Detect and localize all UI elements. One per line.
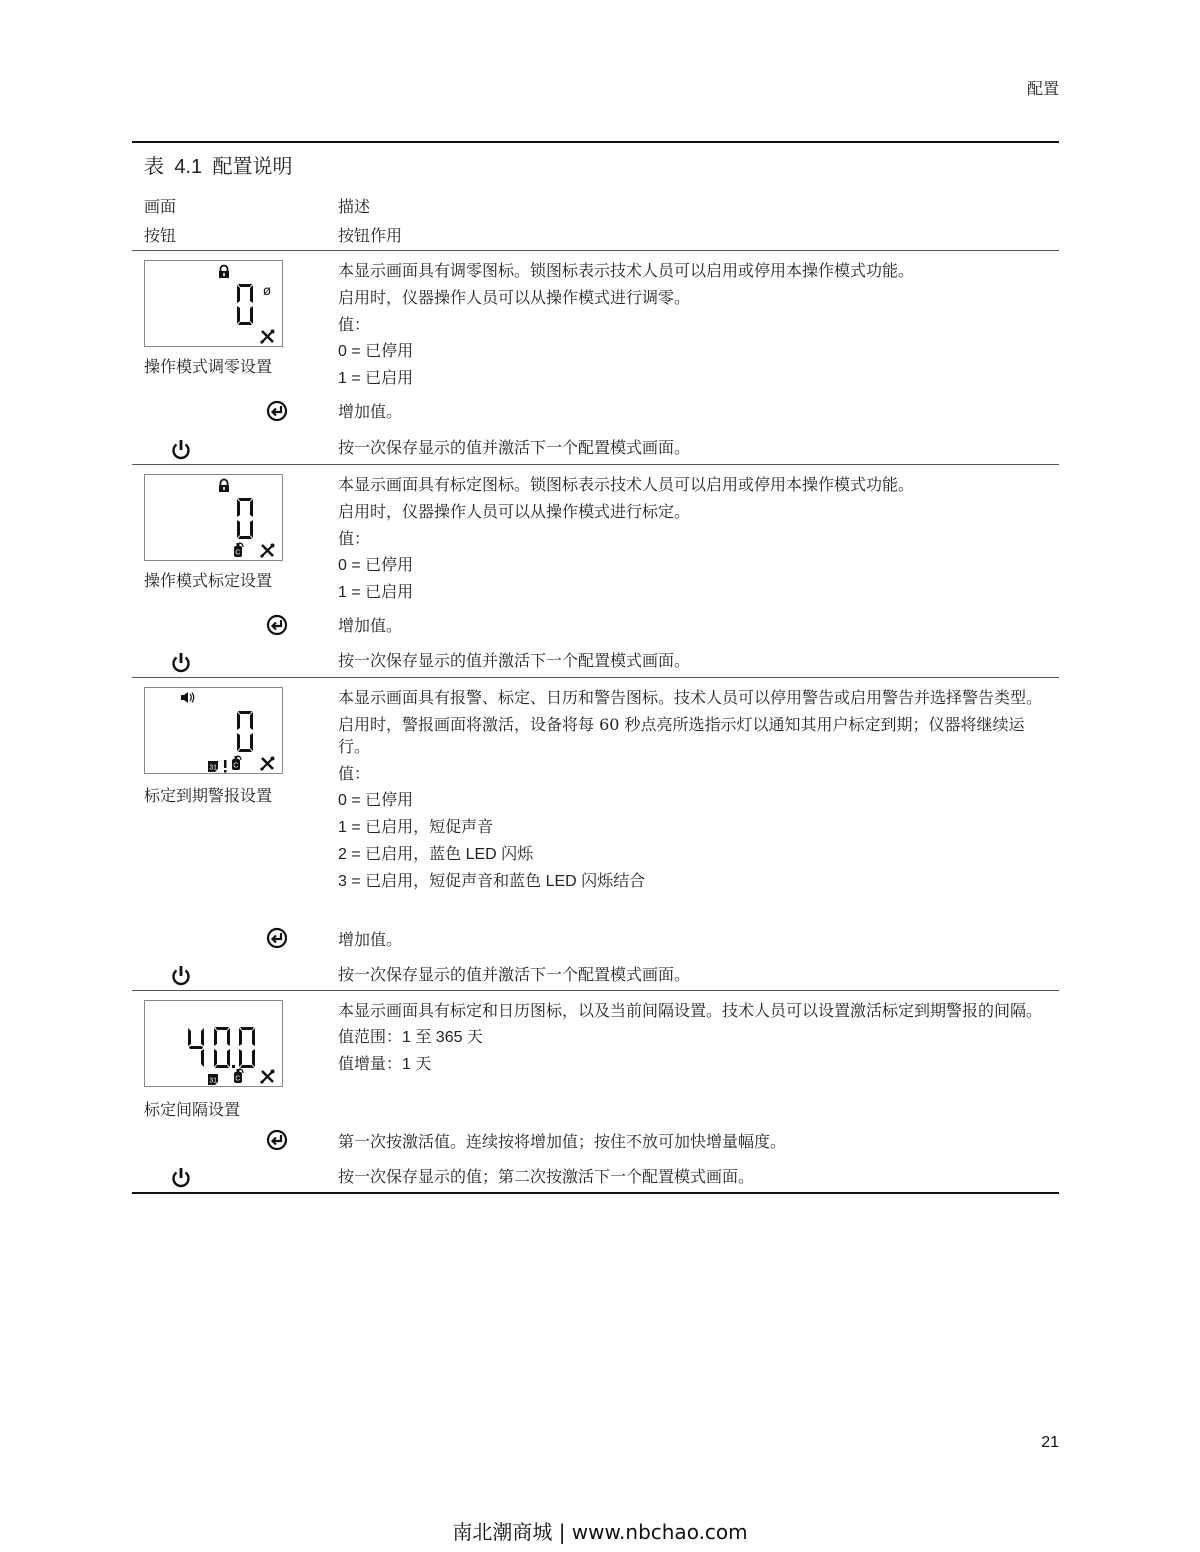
value-range: 值范围：1 至 365 天 [338,1029,483,1046]
lcd-display-cal-due-alarm [144,687,283,774]
value-option: 1 = 已启用 [338,370,414,387]
power-button-icon[interactable] [170,964,192,986]
enter-button-icon[interactable] [266,400,288,422]
header-button: 按钮 [144,226,177,245]
lcd-display-zero-setting [144,260,283,347]
table-bottom-rule [132,1192,1059,1194]
tools-icon [261,330,275,344]
enter-action: 第一次按激活值。连续按将增加值；按住不放可加快增量幅度。 [338,1132,787,1151]
lcd-decimal-point [232,1065,235,1068]
caption-number: 4.1 [174,156,203,178]
lcd-digit-0 [237,711,253,752]
description-line: 本显示画面具有标定和日历图标，以及当前间隔设置。技术人员可以设置激活标定到期警报的间隔。 [338,1001,1043,1020]
description-line: 值： [338,764,371,783]
row-divider [132,990,1059,991]
enter-button-icon[interactable] [266,614,288,636]
power-action: 按一次保存显示的值；第二次按激活下一个配置模式画面。 [338,1167,755,1186]
power-action: 按一次保存显示的值并激活下一个配置模式画面。 [338,965,691,984]
table-caption [144,150,293,179]
row-divider [132,464,1059,465]
description-line: 本显示画面具有调零图标。锁图标表示技术人员可以启用或停用本操作模式功能。 [338,261,915,280]
lcd-digit-0 [214,1027,230,1068]
row-divider [132,677,1059,678]
screen-label: 标定间隔设置 [144,1100,241,1119]
screen-label: 标定到期警报设置 [144,786,273,805]
top-rule [132,141,1059,143]
value-option: 0 = 已停用 [338,343,414,360]
tools-icon [261,544,275,558]
screen-label: 操作模式调零设置 [144,357,273,376]
page-number: 21 [1041,1434,1059,1451]
row-description [338,474,1053,609]
row-description [338,260,1053,395]
caption-title: 配置说明 [212,154,293,178]
section-header: 配置 [1026,79,1059,98]
lcd-digit-4 [188,1028,204,1067]
power-button-icon[interactable] [170,651,192,673]
gas-cylinder-icon [234,1069,243,1083]
power-button-icon[interactable] [170,438,192,460]
value-increment: 值增量：1 天 [338,1056,432,1073]
tools-icon [261,1070,275,1084]
enter-action: 增加值。 [338,930,403,949]
header-rule [132,250,1059,251]
calendar-icon [208,761,218,772]
screen-label: 操作模式标定设置 [144,571,273,590]
lock-icon [219,480,229,493]
value-option: 2 = 已启用，蓝色 LED 闪烁 [338,846,534,863]
lcd-digit-0 [237,284,253,325]
calendar-icon [208,1074,218,1085]
header-button-action: 按钮作用 [338,226,403,245]
value-option: 0 = 已停用 [338,792,414,809]
enter-action: 增加值。 [338,402,403,421]
lcd-digit-0 [239,1027,255,1068]
value-option: 0 = 已停用 [338,557,414,574]
zero-icon [263,284,271,299]
description-line: 启用时，仪器操作人员可以从操作模式进行调零。 [338,288,691,307]
description-line: 值： [338,315,371,334]
tools-icon [261,757,275,771]
row-description [338,1000,1053,1081]
warning-icon [224,760,227,773]
description-line: 值： [338,529,371,548]
description-line: 本显示画面具有标定图标。锁图标表示技术人员可以启用或停用本操作模式功能。 [338,475,915,494]
lcd-display-cal-interval [144,1000,283,1087]
value-option: 1 = 已启用 [338,584,414,601]
header-screen: 画面 [144,197,177,216]
enter-action: 增加值。 [338,616,403,635]
power-action: 按一次保存显示的值并激活下一个配置模式画面。 [338,651,691,670]
description-line: 启用时，仪器操作人员可以从操作模式进行标定。 [338,502,691,521]
value-option: 3 = 已启用，短促声音和蓝色 LED 闪烁结合 [338,873,646,890]
svg-text:ø: ø [263,284,271,299]
power-action: 按一次保存显示的值并激活下一个配置模式画面。 [338,438,691,457]
watermark: 南北潮商城 | www.nbchao.com [452,1520,748,1544]
description-line: 启用时，警报画面将激活，设备将每 60 秒点亮所选指示灯以通知其用户标定到期；仪器将继续运行。 [338,715,1025,756]
speaker-icon [181,692,194,703]
enter-button-icon[interactable] [266,927,288,949]
lcd-digit-0 [237,498,253,539]
lcd-display-calibration-setting [144,474,283,561]
value-option: 1 = 已启用，短促声音 [338,819,494,836]
caption-prefix: 表 [144,154,164,178]
enter-button-icon[interactable] [266,1129,288,1151]
gas-cylinder-icon [234,543,243,557]
header-description: 描述 [338,197,371,216]
description-line: 本显示画面具有报警、标定、日历和警告图标。技术人员可以停用警告或启用警告并选择警告类型。 [338,688,1043,707]
row-description [338,687,1053,898]
gas-cylinder-icon [232,756,241,770]
power-button-icon[interactable] [170,1166,192,1188]
lock-icon [219,266,229,279]
